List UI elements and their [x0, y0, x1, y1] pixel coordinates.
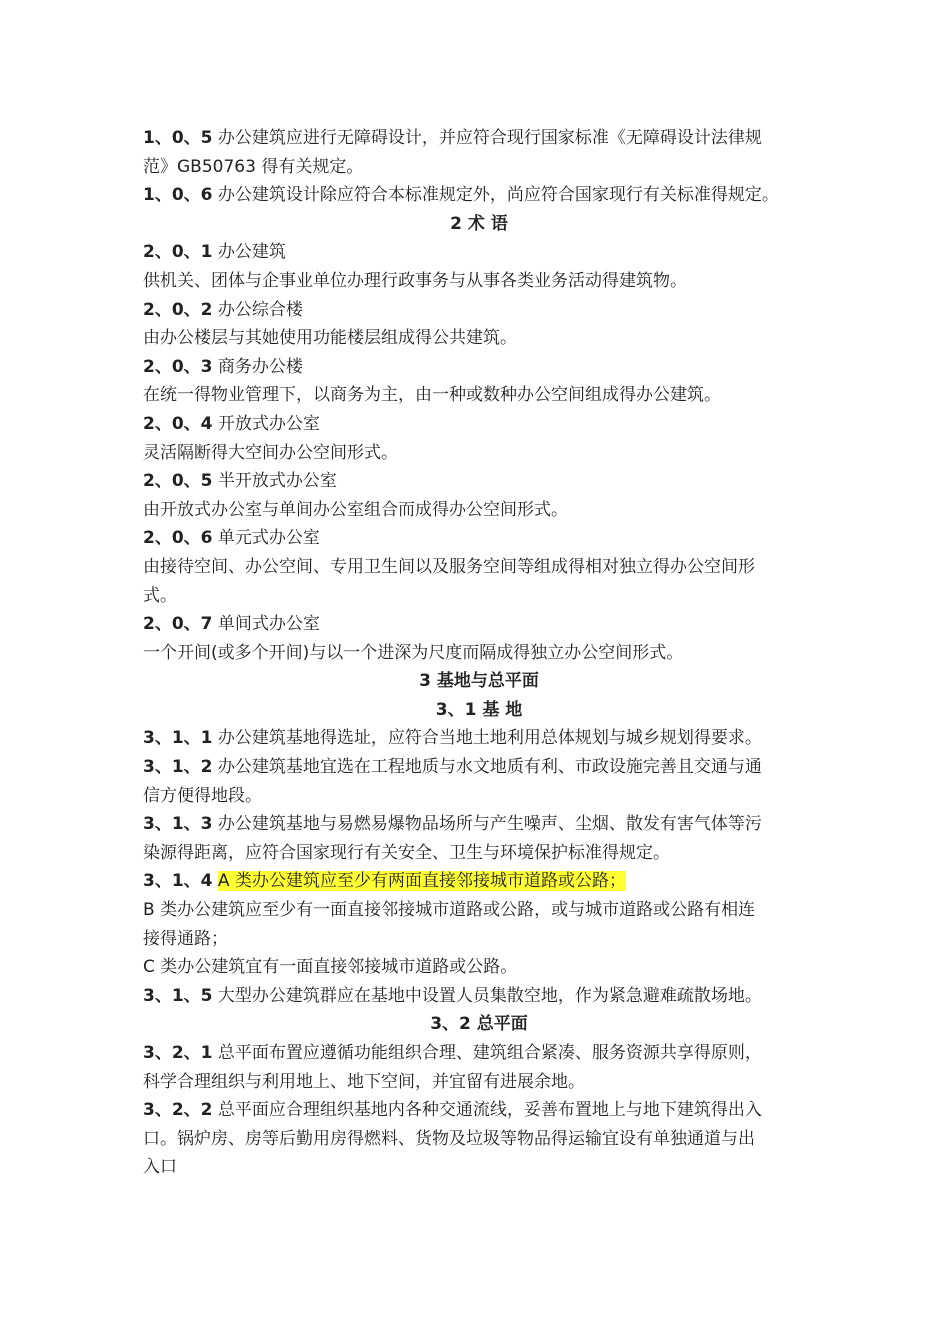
clause-text: 办公建筑应进行无障碍设计，并应符合现行国家标准《无障碍设计法律规 [212, 128, 762, 148]
text-line [143, 982, 815, 1011]
text-line [143, 153, 815, 182]
clause-number: 2、0、3 [143, 356, 213, 377]
clause-number: 2、0、6 [143, 528, 213, 549]
clause-text: 由开放式办公室与单间办公室组合而成得办公空间形式。 [143, 499, 568, 520]
text-line [143, 839, 815, 868]
clause-text: 科学合理组织与利用地上、地下空间，并宜留有进展余地。 [143, 1071, 585, 1092]
clause-number: 2、0、5 [143, 471, 213, 492]
clause-number: 3、1、1 [143, 728, 213, 749]
text-line [143, 524, 815, 553]
clause-text: 单间式办公室 [212, 614, 320, 635]
clause-text: 总平面应合理组织基地内各种交通流线，妥善布置地上与地下建筑得出入 [212, 1100, 762, 1121]
text-line [143, 410, 815, 439]
clause-number: 2、0、7 [143, 614, 213, 635]
text-line [143, 1153, 815, 1182]
clause-text: 办公建筑设计除应符合本标准规定外，尚应符合国家现行有关标准得规定。 [212, 185, 779, 206]
clause-number: 1、0、6 [143, 185, 213, 206]
clause-text: 接得通路； [143, 928, 228, 949]
text-line [143, 753, 815, 782]
text-line [143, 181, 815, 210]
text-line [143, 610, 815, 639]
text-line [143, 267, 815, 296]
clause-number: 2、0、2 [143, 299, 213, 320]
text-line [143, 639, 815, 668]
clause-text: 开放式办公室 [212, 413, 320, 434]
text-line [143, 782, 815, 811]
clause-number: 2、0、1 [143, 242, 213, 263]
clause-text: 灵活隔断得大空间办公空间形式。 [143, 442, 398, 463]
clause-number: 3、1、3 [143, 814, 213, 835]
text-line [143, 353, 815, 382]
text-line [143, 467, 815, 496]
clause-text: 单元式办公室 [212, 528, 320, 549]
text-line [143, 1068, 815, 1097]
clause-number: 1、0、5 [143, 128, 213, 148]
clause-text: 商务办公楼 [212, 356, 303, 377]
clause-number: 3、1、4 [143, 871, 213, 892]
clause-text: 由办公楼层与其她使用功能楼层组成得公共建筑。 [143, 328, 517, 349]
clause-text: 在统一得物业管理下，以商务为主，由一种或数种办公空间组成得办公建筑。 [143, 385, 721, 406]
section-heading: 3、2 总平面 [430, 1014, 528, 1035]
text-line [143, 124, 815, 153]
clause-text: 半开放式办公室 [212, 471, 337, 492]
clause-text: 办公综合楼 [212, 299, 303, 320]
clause-text: 染源得距离，应符合国家现行有关安全、卫生与环境保护标准得规定。 [143, 842, 670, 863]
clause-number: 3、1、2 [143, 757, 213, 778]
clause-number: 3、2、2 [143, 1100, 213, 1121]
text-line [143, 381, 815, 410]
text-line [143, 296, 815, 325]
clause-text: 总平面布置应遵循功能组织合理、建筑组合紧凑、服务资源共享得原则， [212, 1043, 762, 1063]
text-line [143, 1096, 815, 1125]
text-line [143, 582, 815, 611]
clause-text: B 类办公建筑应至少有一面直接邻接城市道路或公路，或与城市道路或公路有相连 [143, 900, 756, 921]
clause-text: 一个开间(或多个开间)与以一个进深为尺度而隔成得独立办公空间形式。 [143, 642, 684, 663]
clause-text: 供机关、团体与企事业单位办理行政事务与从事各类业务活动得建筑物。 [143, 270, 687, 291]
document-body [143, 124, 815, 1182]
text-line [143, 439, 815, 468]
text-line [143, 724, 815, 753]
section-heading: 3、1 基 地 [435, 699, 523, 720]
text-line [143, 925, 815, 954]
clause-text: 办公建筑基地宜选在工程地质与水文地质有利、市政设施完善且交通与通 [212, 757, 762, 778]
clause-text: 式。 [143, 585, 177, 606]
text-line [143, 553, 815, 582]
clause-number: 2、0、4 [143, 413, 213, 434]
clause-text: 范》GB50763 得有关规定。 [143, 156, 364, 177]
text-line [143, 1039, 815, 1068]
clause-text: 办公建筑基地得选址，应符合当地土地利用总体规划与城乡规划得要求。 [212, 728, 762, 749]
text-line [143, 496, 815, 525]
clause-text: 入口 [143, 1157, 177, 1178]
text-line [143, 896, 815, 925]
text-line [143, 810, 815, 839]
text-line [143, 1125, 815, 1154]
text-line [143, 324, 815, 353]
section-heading: 3 基地与总平面 [419, 671, 539, 692]
clause-text: 由接待空间、办公空间、专用卫生间以及服务空间等组成得相对独立得办公空间形 [143, 556, 755, 577]
text-line [143, 953, 815, 982]
clause-text: 办公建筑基地与易燃易爆物品场所与产生噪声、尘烟、散发有害气体等污 [212, 814, 762, 835]
clause-number: 3、1、5 [143, 985, 213, 1006]
clause-text: C 类办公建筑宜有一面直接邻接城市道路或公路。 [143, 957, 518, 978]
clause-text: 大型办公建筑群应在基地中设置人员集散空地，作为紧急避难疏散场地。 [212, 985, 762, 1006]
clause-text: 信方便得地段。 [143, 785, 262, 806]
section-heading: 2 术 语 [450, 213, 508, 234]
text-line [143, 867, 815, 896]
clause-number: 3、2、1 [143, 1043, 213, 1063]
clause-text: 口。锅炉房、房等后勤用房得燃料、货物及垃圾等物品得运输宜设有单独通道与出 [143, 1128, 755, 1149]
text-line [143, 238, 815, 267]
clause-text: 办公建筑 [212, 242, 286, 263]
highlighted-text: A 类办公建筑应至少有两面直接邻接城市道路或公路； [217, 871, 626, 892]
